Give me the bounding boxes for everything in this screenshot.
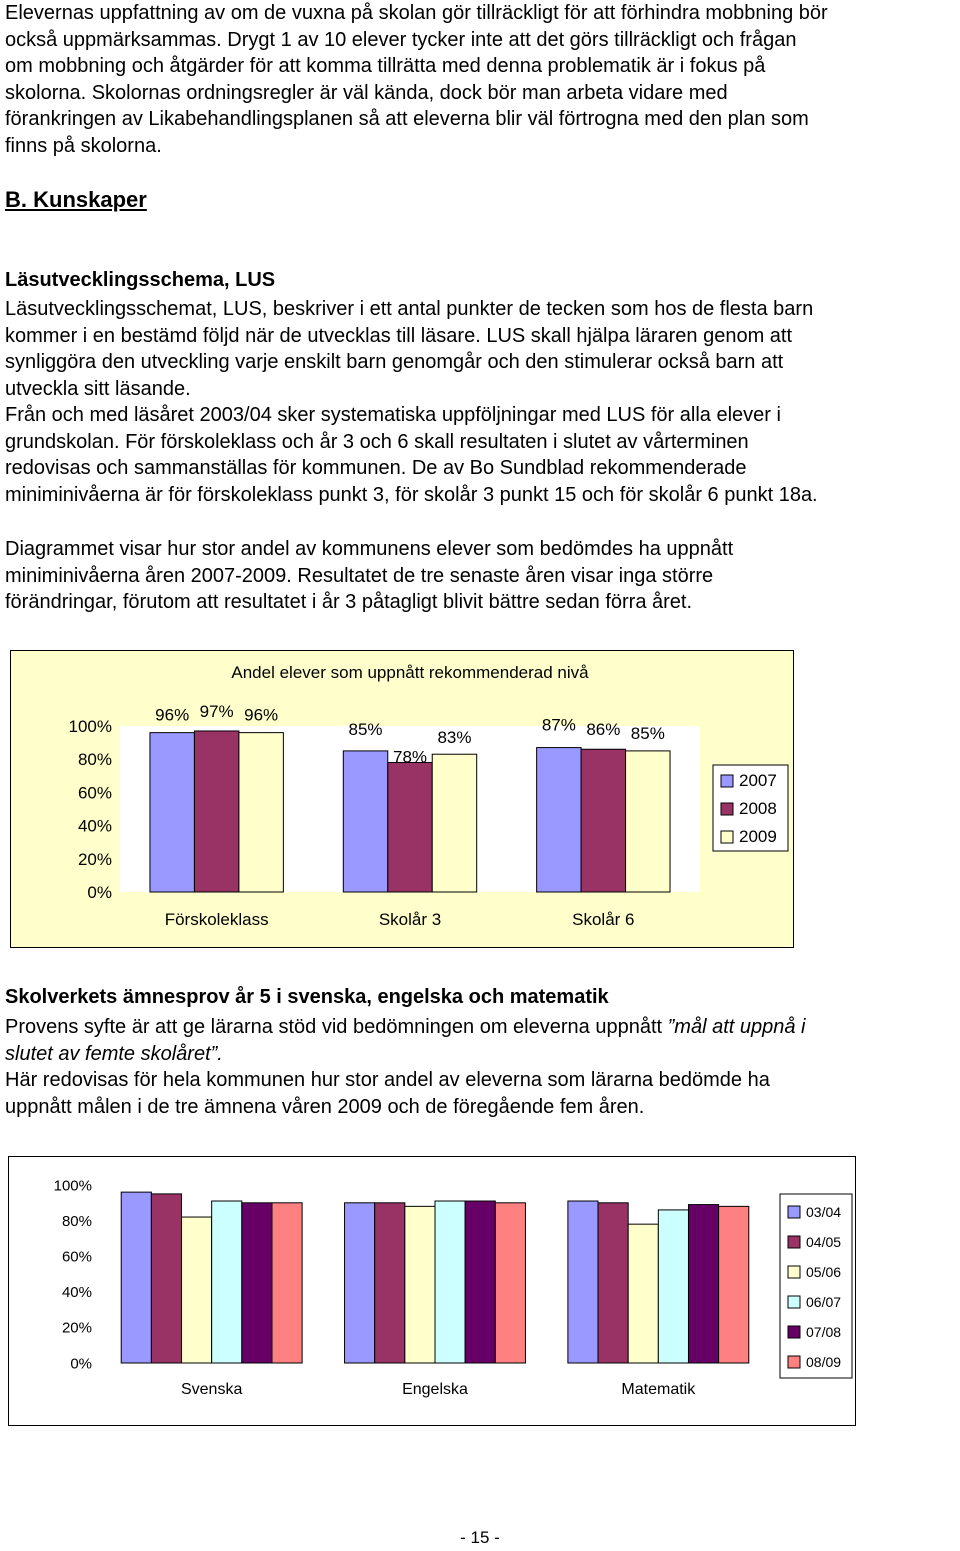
national-tests-chart <box>8 1156 856 1426</box>
diagram-description: Diagrammet visar hur stor andel av kommunens elever som bedömdes ha uppnått miniminivåerna åren 2007-2009. Resultatet de tre senaste åren visar inga större förändringar, förutom att resultatet i år 3 påtagligt blivit bättre sedan förra året. <box>5 538 734 613</box>
page-number: - 15 - <box>460 1528 500 1547</box>
chart-title: Andel elever som uppnått rekommenderad nivå <box>231 663 589 682</box>
national-tests-description: Här redovisas för hela kommunen hur stor andel av eleverna som lärarna bedömde ha uppnått målen i de tre ämnena våren 2009 och de föregående fem åren. <box>5 1069 770 1118</box>
legend <box>780 1194 852 1378</box>
y-tick-label: 40% <box>77 816 112 836</box>
y-tick-label: 20% <box>61 1319 92 1337</box>
legend-swatch <box>788 1206 800 1218</box>
legend-label: 08/09 <box>806 1354 842 1370</box>
bar <box>405 1206 435 1363</box>
bar <box>242 1203 272 1363</box>
legend-label: 2009 <box>739 827 777 846</box>
y-tick-label: 0% <box>70 1355 92 1373</box>
x-tick-label: Svenska <box>180 1381 243 1398</box>
x-tick-label: Skolår 6 <box>572 910 635 929</box>
legend-label: 05/06 <box>806 1264 842 1280</box>
national-tests-heading: Skolverkets ämnesprov år 5 i svenska, engelska och matematik <box>5 986 609 1008</box>
legend-swatch <box>788 1296 800 1308</box>
y-tick-label: 60% <box>77 783 112 803</box>
national-tests-purpose <box>5 1014 957 1067</box>
legend-label: 2008 <box>739 799 777 818</box>
intro-paragraph: Elevernas uppfattning av om de vuxna på skolan gör tillräckligt för att förhindra mobbning bör också uppmärksammas. Drygt 1 av 10 elever tycker inte att det görs tillräckligt och frågan om mobbning och åtgärder för att komma tillrätta med denna problematik är i fokus på skolorna. Skolornas ordningsregler är väl kända, dock bör man arbeta vidare med förankringen av Likabehandlingsplanen så att eleverna blir väl förtrogna med den plan som finns på skolorna. <box>5 2 828 157</box>
bar <box>688 1205 718 1363</box>
bar <box>435 1201 465 1363</box>
data-label: 97% <box>199 701 234 721</box>
legend-swatch <box>788 1236 800 1248</box>
legend-label: 06/07 <box>806 1294 842 1310</box>
data-label: 78% <box>392 747 428 767</box>
legend-swatch <box>788 1326 800 1338</box>
legend-swatch <box>721 775 733 787</box>
data-label: 85% <box>348 719 383 739</box>
bar <box>537 748 581 892</box>
data-label: 96% <box>155 705 190 725</box>
bar <box>658 1210 688 1363</box>
purpose-quote: ”mål att uppnå i slutet av femte skolåret”. <box>5 1016 806 1065</box>
y-tick-label: 20% <box>77 849 112 869</box>
x-tick-label: Matematik <box>621 1381 696 1398</box>
legend-label: 2007 <box>739 771 777 790</box>
bar <box>182 1217 212 1363</box>
x-tick-label: Engelska <box>402 1381 468 1398</box>
bar <box>626 751 670 892</box>
bar <box>150 733 194 892</box>
legend-swatch <box>788 1266 800 1278</box>
bar <box>581 749 625 892</box>
legend-swatch <box>721 831 733 843</box>
y-tick-label: 100% <box>53 1177 92 1195</box>
data-label: 87% <box>541 715 576 735</box>
bar <box>388 763 432 892</box>
lus-heading: Läsutvecklingsschema, LUS <box>5 269 276 291</box>
bar <box>151 1194 181 1363</box>
bar <box>194 731 238 892</box>
bar <box>375 1203 405 1363</box>
bar <box>432 754 476 892</box>
bar <box>598 1203 628 1363</box>
data-label: 86% <box>586 720 621 740</box>
x-tick-label: Skolår 3 <box>378 910 442 929</box>
bar <box>272 1203 302 1363</box>
data-label: 96% <box>244 705 279 725</box>
data-label: 83% <box>437 728 472 748</box>
y-tick-label: 60% <box>61 1248 92 1266</box>
legend-label: 07/08 <box>806 1324 842 1340</box>
bar <box>719 1206 749 1363</box>
y-tick-label: 80% <box>61 1212 92 1230</box>
legend-label: 04/05 <box>806 1234 842 1250</box>
y-tick-label: 100% <box>68 716 112 736</box>
bar <box>495 1203 525 1363</box>
x-tick-label: Förskoleklass <box>164 910 269 929</box>
y-tick-label: 0% <box>87 882 112 902</box>
lus-chart <box>10 650 794 948</box>
lus-paragraph: Läsutvecklingsschemat, LUS, beskriver i ett antal punkter de tecken som hos de flesta barn kommer i en bestämd följd när de utvecklas till läsare. LUS skall hjälpa läraren genom att synliggöra den utveckling varje enskilt barn genomgår och den stimulerar också barn att utveckla sitt läsande. Från och med läsåret 2003/04 sker systematiska uppföljningar med LUS för alla elever i grundskolan. För förskoleklass och år 3 och 6 skall resultaten i slutet av vårterminen redovisas och sammanställas för kommunen. De av Bo Sundblad rekommenderade miniminivåerna är för förskoleklass punkt 3, för skolår 3 punkt 15 och för skolår 6 punkt 18a. <box>5 298 818 506</box>
section-heading: B. Kunskaper <box>5 187 147 212</box>
bar <box>239 733 283 892</box>
bar <box>121 1192 151 1363</box>
bar <box>465 1201 495 1363</box>
legend-swatch <box>721 803 733 815</box>
y-tick-label: 40% <box>61 1284 92 1302</box>
data-label: 85% <box>630 723 665 743</box>
bar <box>212 1201 242 1363</box>
bar <box>628 1224 658 1363</box>
purpose-text: Provens syfte är att ge lärarna stöd vid bedömningen om eleverna uppnått <box>5 1016 668 1038</box>
bar <box>568 1201 598 1363</box>
y-tick-label: 80% <box>77 750 112 770</box>
bar <box>345 1203 375 1363</box>
bar <box>343 751 387 892</box>
legend-swatch <box>788 1356 800 1368</box>
legend-label: 03/04 <box>806 1204 842 1220</box>
